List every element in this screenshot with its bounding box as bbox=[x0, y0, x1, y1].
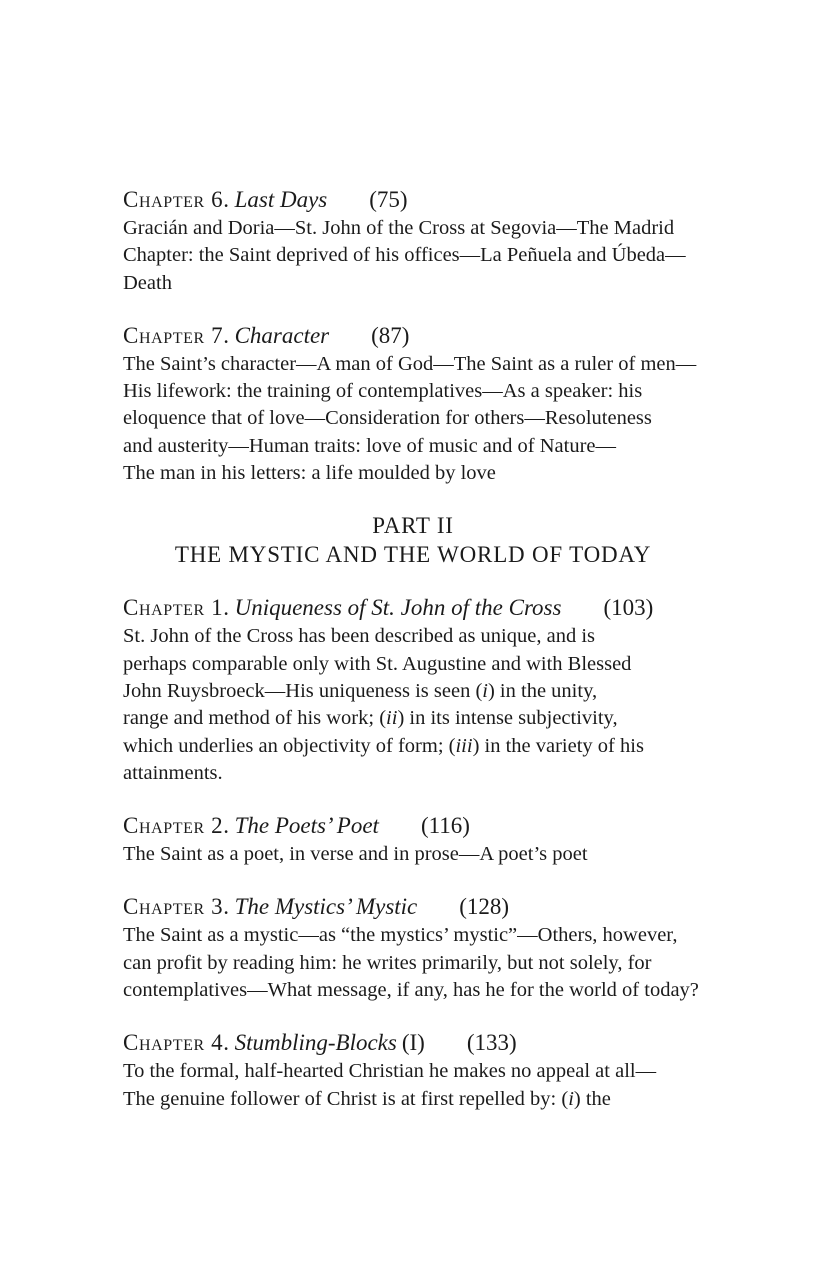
chapter-label: Chapter 7. bbox=[123, 322, 230, 348]
chapter-title: Last Days bbox=[234, 187, 328, 212]
chapter-label: Chapter 6. bbox=[123, 187, 230, 212]
part-number: PART II bbox=[372, 513, 454, 539]
chapter-label: Chapter 2. bbox=[123, 813, 230, 839]
toc-entry-part2-chapter-4 bbox=[123, 1028, 735, 1113]
summary-line bbox=[123, 405, 735, 432]
summary-line bbox=[123, 733, 735, 760]
text-segment: The Saint’s character—A man of God—The Saint as a ruler of men— bbox=[123, 352, 697, 375]
chapter-title: The Poets’ Poet bbox=[234, 813, 379, 839]
summary-line bbox=[123, 215, 735, 242]
chapter-summary bbox=[123, 922, 735, 1004]
text-segment: can profit by reading him: he writes primarily, but not solely, for bbox=[123, 951, 652, 974]
summary-line bbox=[123, 351, 735, 378]
summary-line bbox=[123, 433, 735, 460]
summary-line bbox=[123, 270, 735, 297]
italic-text-segment: i bbox=[568, 1087, 574, 1110]
text-segment: perhaps comparable only with St. Augustine and with Blessed bbox=[123, 652, 632, 675]
summary-line bbox=[123, 623, 735, 650]
text-segment: eloquence that of love—Consideration for others—Resoluteness bbox=[123, 407, 652, 430]
text-segment: which underlies an objectivity of form; ( bbox=[123, 734, 456, 757]
text-segment: His lifework: the training of contemplatives—As a speaker: his bbox=[123, 380, 643, 403]
part-title: THE MYSTIC AND THE WORLD OF TODAY bbox=[174, 541, 652, 567]
summary-line bbox=[123, 1086, 735, 1113]
text-segment: Gracián and Doria—St. John of the Cross at Segovia—The Madrid bbox=[123, 217, 675, 239]
summary-line bbox=[123, 841, 735, 868]
chapter-title: The Mystics’ Mystic bbox=[234, 894, 418, 920]
chapter-title: Uniqueness of St. John of the Cross bbox=[234, 595, 562, 621]
chapter-summary bbox=[123, 351, 735, 487]
italic-text-segment: iii bbox=[455, 734, 473, 757]
summary-line bbox=[123, 242, 735, 269]
text-segment: The Saint as a mystic—as “the mystics’ mystic”—Others, however, bbox=[123, 924, 678, 947]
text-segment: contemplatives—What message, if any, has he for the world of today? bbox=[123, 979, 699, 1002]
text-segment: Chapter: the Saint deprived of his offices—La Peñuela and Úbeda— bbox=[123, 244, 686, 267]
summary-line bbox=[123, 950, 735, 977]
text-segment: The genuine follower of Christ is at first repelled by: ( bbox=[123, 1087, 569, 1110]
text-segment: attainments. bbox=[123, 761, 223, 784]
summary-line bbox=[123, 678, 735, 705]
toc-entry-part2-chapter-1 bbox=[123, 593, 735, 787]
chapter-title: Stumbling-Blocks bbox=[234, 1030, 397, 1056]
chapter-title-suffix: (I) bbox=[401, 1030, 425, 1056]
summary-line bbox=[123, 760, 735, 787]
chapter-heading bbox=[123, 593, 735, 623]
part-heading bbox=[123, 512, 703, 569]
chapter-heading bbox=[123, 185, 735, 215]
text-segment: ) in its intense subjectivity, bbox=[397, 707, 618, 730]
text-segment: The man in his letters: a life moulded by love bbox=[123, 462, 496, 485]
chapter-summary bbox=[123, 841, 735, 868]
summary-line bbox=[123, 922, 735, 949]
italic-text-segment: ii bbox=[386, 707, 398, 730]
toc-entry-part2-chapter-3 bbox=[123, 892, 735, 1004]
text-segment: ) the bbox=[573, 1087, 611, 1110]
text-segment: ) in the unity, bbox=[487, 679, 598, 702]
text-segment: ) in the variety of his bbox=[472, 734, 644, 757]
chapter-page-number: (116) bbox=[420, 813, 470, 839]
chapter-label: Chapter 3. bbox=[123, 894, 230, 920]
text-segment: Death bbox=[123, 271, 172, 294]
chapter-heading bbox=[123, 1028, 735, 1058]
text-segment: range and method of his work; ( bbox=[123, 707, 387, 730]
chapter-heading bbox=[123, 811, 735, 841]
chapter-page-number: (75) bbox=[369, 187, 408, 212]
summary-line bbox=[123, 705, 735, 732]
text-segment: St. John of the Cross has been described as unique, and is bbox=[123, 625, 595, 648]
summary-line bbox=[123, 651, 735, 678]
summary-line bbox=[123, 378, 735, 405]
chapter-heading bbox=[123, 321, 735, 351]
text-segment: To the formal, half-hearted Christian he makes no appeal at all— bbox=[123, 1060, 657, 1083]
chapter-summary bbox=[123, 623, 735, 787]
toc-entry-chapter-7 bbox=[123, 321, 735, 487]
chapter-label: Chapter 1. bbox=[123, 595, 230, 621]
summary-line bbox=[123, 460, 735, 487]
chapter-summary bbox=[123, 215, 735, 297]
italic-text-segment: i bbox=[482, 679, 488, 702]
toc-entry-chapter-6 bbox=[123, 185, 735, 297]
chapter-heading bbox=[123, 892, 735, 922]
toc-entry-part2-chapter-2 bbox=[123, 811, 735, 868]
chapter-page-number: (87) bbox=[371, 322, 410, 348]
summary-line bbox=[123, 1058, 735, 1085]
text-segment: John Ruysbroeck—His uniqueness is seen ( bbox=[123, 679, 483, 702]
chapter-page-number: (133) bbox=[466, 1030, 517, 1056]
chapter-title: Character bbox=[234, 322, 330, 348]
text-segment: The Saint as a poet, in verse and in prose—A poet’s poet bbox=[123, 843, 588, 866]
chapter-page-number: (103) bbox=[603, 595, 654, 621]
summary-line bbox=[123, 977, 735, 1004]
chapter-summary bbox=[123, 1058, 735, 1113]
chapter-page-number: (128) bbox=[459, 894, 510, 920]
chapter-label: Chapter 4. bbox=[123, 1030, 230, 1056]
text-segment: and austerity—Human traits: love of music and of Nature— bbox=[123, 434, 617, 457]
